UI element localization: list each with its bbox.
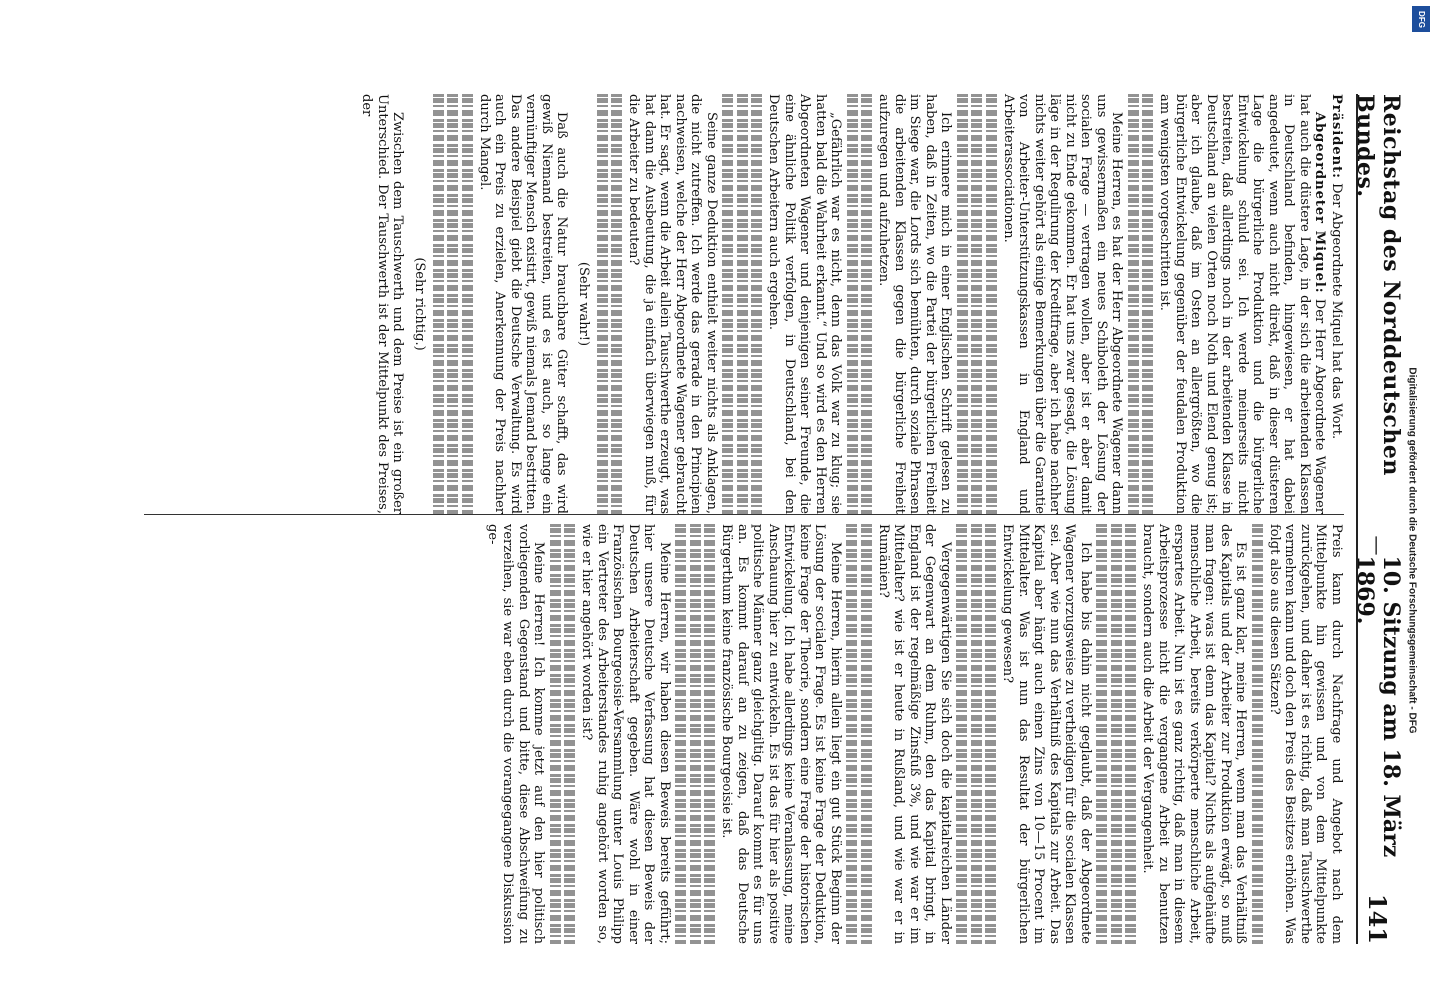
session-title: 10. Sitzung am 18. März 1869. (1352, 555, 1404, 858)
text-line (705, 524, 716, 944)
text-line (861, 524, 872, 944)
dfg-logo (1412, 6, 1430, 32)
paragraph: Daß auch die Natur brauchbare Güter schafft, das wird gewiß Niemand bestreiten, und es ist auch, so lange ein vernünftiger Mensch existirt, gewiß niemals Jemand bestritten. Das andere Beispiel giebt die Deutsche Verwaltung. Es wird auch ein Preis zu erzielen, Anerkennung der Preis nachher durch Mangel. (477, 94, 570, 514)
paragraph (1157, 94, 1328, 514)
paragraph (1329, 94, 1345, 514)
paragraph: Meine Herren, wir haben diesen Beweis bereits geführt; hier unsere Deutsche Verfassung hat diesen Beweis der Deutschen Arbeiterschaft gegeben. Wäre wohl in einer Französischen Bourgeoisie-Versammlung unter Louis Philipp ein Vertreter des Arbeiterstandes ruhig angehört worden so, wie er hier angehört worden ist? (579, 524, 672, 944)
paragraph: Meine Herren! Ich komme jetzt auf den hier politisch vorliegenden Gegenstand und bitte, diese Abschweifung zu verzeihen, sie war eben durch die vorangegangene Diskussion ge- (485, 524, 547, 944)
text-line (957, 94, 968, 514)
page-header (1352, 94, 1404, 944)
text-line (676, 524, 687, 944)
paragraph: Es ist ganz klar, meine Herren, wenn man das Verhältniß des Kapitals und der Arbeiter zur Produktion erwägt, so muß man fragen: was ist denn das Kapital? Nichts als aufgehäufte menschliche Arbeit, bereits verkörperte menschliche Arbeit, erspartes Arbeit. Nun ist es ganz richtig, daß man in diesem Arbeitsprozesse nicht die vergangene Arbeit zu benutzen braucht, sondern auch die Arbeit der Vergangenheit. (1140, 524, 1249, 944)
text-line (847, 524, 858, 944)
text-line (1143, 94, 1154, 514)
paragraph: Vergegenwärtigen Sie sich doch die kapitalreichen Länder der Gegenwart an dem Ruhm, den das Kapital bringt, in England ist der regelmäßige Zinsfuß 3%, und wie war er im Mittelalter? wie ist er heute in Rußland, und wie war er in Rumänien? (876, 524, 953, 944)
text-line (737, 94, 748, 514)
text-line (971, 524, 982, 944)
paragraph: Meine Herren, hierin allein liegt ein gut Stück Beginn der Lösung der socialen Frage. Es ist keine Frage der Deduktion, keine Frage der Theorie, sondern eine Frage der historischen Entwickelung. Ich habe allerdings keine Veranlassung, meine Anschauung hier zu entwickeln. Es ist das für hier als positive politische Männer ganz gleichgiltig. Darauf kommt es für uns an. Es kommt darauf an zu zeigen, daß das Deutsche Bürgerthum keine französische Bourgeoisie ist. (719, 524, 843, 944)
text-line (462, 94, 473, 514)
speaker-label: Abgeordneter Miquel: (1312, 112, 1328, 294)
paragraph: Ich habe bis dahin nicht geglaubt, daß der Abgeordnete Wagener vorzugsweise zu vertheidigen für die socialen Klassen sei. Aber wie nun das Verhältniß des Kapitals zur Arbeit. Das Kapital aber hängt auch einen Zins von 10—15 Procent im Mittelalter. Was ist nun das Resultat der bürgerlichen Entwickelung gewesen? (1000, 524, 1093, 944)
paragraph: Ich erinnere mich in einer Englischen Schrift gelesen zu haben, daß in Zeiten, wo die Partei der bürgerlichen Freiheit im Siege war, die Lords sich bemühten, durch soziale Phrasen die arbeitenden Klassen gegen die bürgerliche Freiheit aufzuregen und aufzuhetzen. (876, 94, 954, 514)
dfg-logo-text: DFG (1416, 10, 1426, 28)
text-line (847, 94, 858, 514)
text-line (986, 524, 997, 944)
paragraph: „Gefährlich war es nicht, denn das Volk war zu klug; sie hatten bald die Wahrheit erkannt.“ Und so wird es den Herren Abgeordneten Wagener und denjenigen seiner Freunde, die eine ähnliche Politik verfolgen, in Deutschland, bei den Deutschen Arbeitern auch ergehen. (766, 94, 844, 514)
digitization-note (1400, 120, 1424, 980)
paragraph-text: Der Abgeordnete Miquel hat das Wort. (1329, 183, 1344, 440)
interjection-note: (Sehr wahr!) (576, 261, 591, 347)
text-line (448, 94, 459, 514)
text-line (597, 94, 608, 514)
right-column (154, 524, 1344, 944)
text-line (1128, 94, 1139, 514)
column-divider (144, 514, 1344, 515)
interjection-note: (Sehr richtig.) (412, 257, 427, 351)
text-line (612, 94, 623, 514)
text-line (986, 94, 997, 514)
left-column (84, 94, 1344, 514)
text-line (1111, 524, 1122, 944)
text-line (550, 524, 561, 944)
text-line (690, 524, 701, 944)
digitization-note-text: Digitalisierung gefördert durch die Deutsche Forschungsgemeinschaft - DFG (1406, 366, 1418, 734)
text-line (972, 94, 983, 514)
running-title: Reichstag des Norddeutschen Bundes. (1352, 94, 1404, 476)
text-line (723, 94, 734, 514)
text-line (1126, 524, 1137, 944)
text-line (1097, 524, 1108, 944)
paragraph: Meine Herren, es hat der Herr Abgeordnete Wagener dann uns gewissermaßen ein neues Schiboleth der Lösung der socialen Frage — vertragen wollen, aber ist er aber damit nicht zu Ende gekommen. Er hat uns zwar gesagt, die Lösung läge in der Regulirung der Kreditfrage, aber ich habe nachher nichts weiter gehört als einige Bemerkungen über die Garantie von Arbeiter-Unterstützungskassen in England und Arbeiterassociationen. (1001, 94, 1125, 514)
paragraph-text: Der Herr Abgeordnete Wagener hat auch die düstere Lage, in der sich die arbeitenden Klassen in Deutschland befinden, hingewiesen, er hat dabei angedeutet, wenn auch nicht direkt, daß in dieser düsteren Lage die bürgerliche Produktion und die bürgerliche Entwickelung schuld sei. Ich werde meinerseits nicht bestreiten, daß allerdings noch in der arbeitenden Klasse in Deutschland an vielen Orten noch Noth und Elend genug ist; aber ich glaube, daß im Osten an allergrößten, wo die bürgerliche Entwickelung gegenüber der feudalen Produktion am wenigsten vorgeschritten ist. (1157, 94, 1328, 515)
paragraph: Zwischen dem Tauschwerth und dem Preise ist ein großer Unterschied. Der Tauschwerth ist der Mittelpunkt des Preises, der (359, 94, 406, 514)
text-line (862, 94, 873, 514)
text-line (957, 524, 968, 944)
speaker-label: Präsident: (1329, 94, 1344, 179)
text-line (433, 94, 444, 514)
document-page (36, 18, 1432, 978)
text-line (752, 94, 763, 514)
text-line (1252, 524, 1263, 944)
paragraph: Seine ganze Deduktion enthielt weiter nichts als Anklagen, die nicht zutreffen. Ich werde das gerade in den Principien nachweisen, welche der Herr Abgeordnete Wagener gebraucht hat. Er sagt, wenn die Arbeit allein Tauschwerthe erzeugt, was hat dann die Ausbeutung, die ja einfach überwiegen muß, für die Arbeiter zu bedeuten? (626, 94, 719, 514)
paragraph: Preis kann durch Nachfrage und Angebot nach dem Mittelpunkte hin gewissen und von dem Mittelpunkte zurückgehen, und daher ist es richtig, daß man Tauschwerthe vermehren kann und doch den Preis des Besitzes erhöhen. Was folgt also aus diesen Sätzen? (1267, 524, 1344, 944)
text-line (565, 524, 576, 944)
page-number: 141 (1363, 893, 1393, 944)
header-separator: — (1366, 535, 1390, 556)
